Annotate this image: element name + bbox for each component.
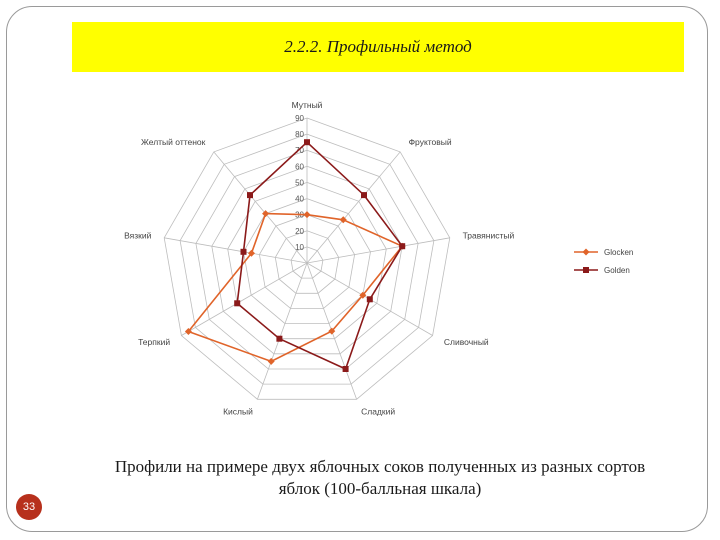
axis-label: Вязкий [124, 230, 152, 241]
data-point-golden [367, 296, 373, 302]
legend-label: Glocken [604, 248, 634, 257]
data-point-golden [399, 243, 405, 249]
axis-label: Желтый оттенок [141, 136, 206, 147]
data-point-glocken [304, 211, 311, 218]
data-point-golden [361, 192, 367, 198]
axis-spoke [307, 152, 400, 263]
data-point-golden [241, 249, 247, 255]
axis-label: Терпкий [138, 337, 171, 347]
legend-marker [583, 267, 589, 273]
axis-label: Мутный [291, 99, 323, 110]
tick-label: 40 [295, 194, 304, 204]
axis-label: Кислый [223, 406, 253, 417]
data-point-golden [304, 139, 310, 145]
slide-caption: Профили на примере двух яблочных соков полученных из разных сортов яблок (100-балльная шкала) [114, 457, 646, 498]
slide-title: 2.2.2. Профильный метод [284, 37, 472, 56]
axis-label: Сливочный [443, 337, 489, 347]
tick-label: 20 [295, 226, 304, 236]
tick-label: 90 [295, 114, 304, 123]
tick-label: 80 [295, 130, 304, 140]
axis-spoke [181, 263, 307, 336]
data-point-glocken [268, 358, 275, 365]
data-point-golden [343, 366, 349, 372]
axis-spoke [164, 238, 307, 263]
tick-label: 50 [295, 178, 304, 188]
legend-marker [583, 249, 590, 256]
axis-spoke [214, 152, 307, 263]
tick-label: 10 [295, 242, 304, 252]
axis-label: Травянистый [462, 230, 515, 241]
tick-label: 30 [295, 210, 304, 220]
axis-label: Фруктовый [408, 136, 452, 147]
data-point-golden [234, 300, 240, 306]
data-point-golden [276, 336, 282, 342]
axis-spoke [307, 238, 450, 263]
data-point-golden [247, 192, 253, 198]
tick-label: 60 [295, 162, 304, 172]
axis-label: Сладкий [361, 406, 396, 417]
legend-label: Golden [604, 266, 630, 275]
page-number-badge: 33 [16, 494, 42, 520]
tick-label: 70 [295, 146, 304, 156]
